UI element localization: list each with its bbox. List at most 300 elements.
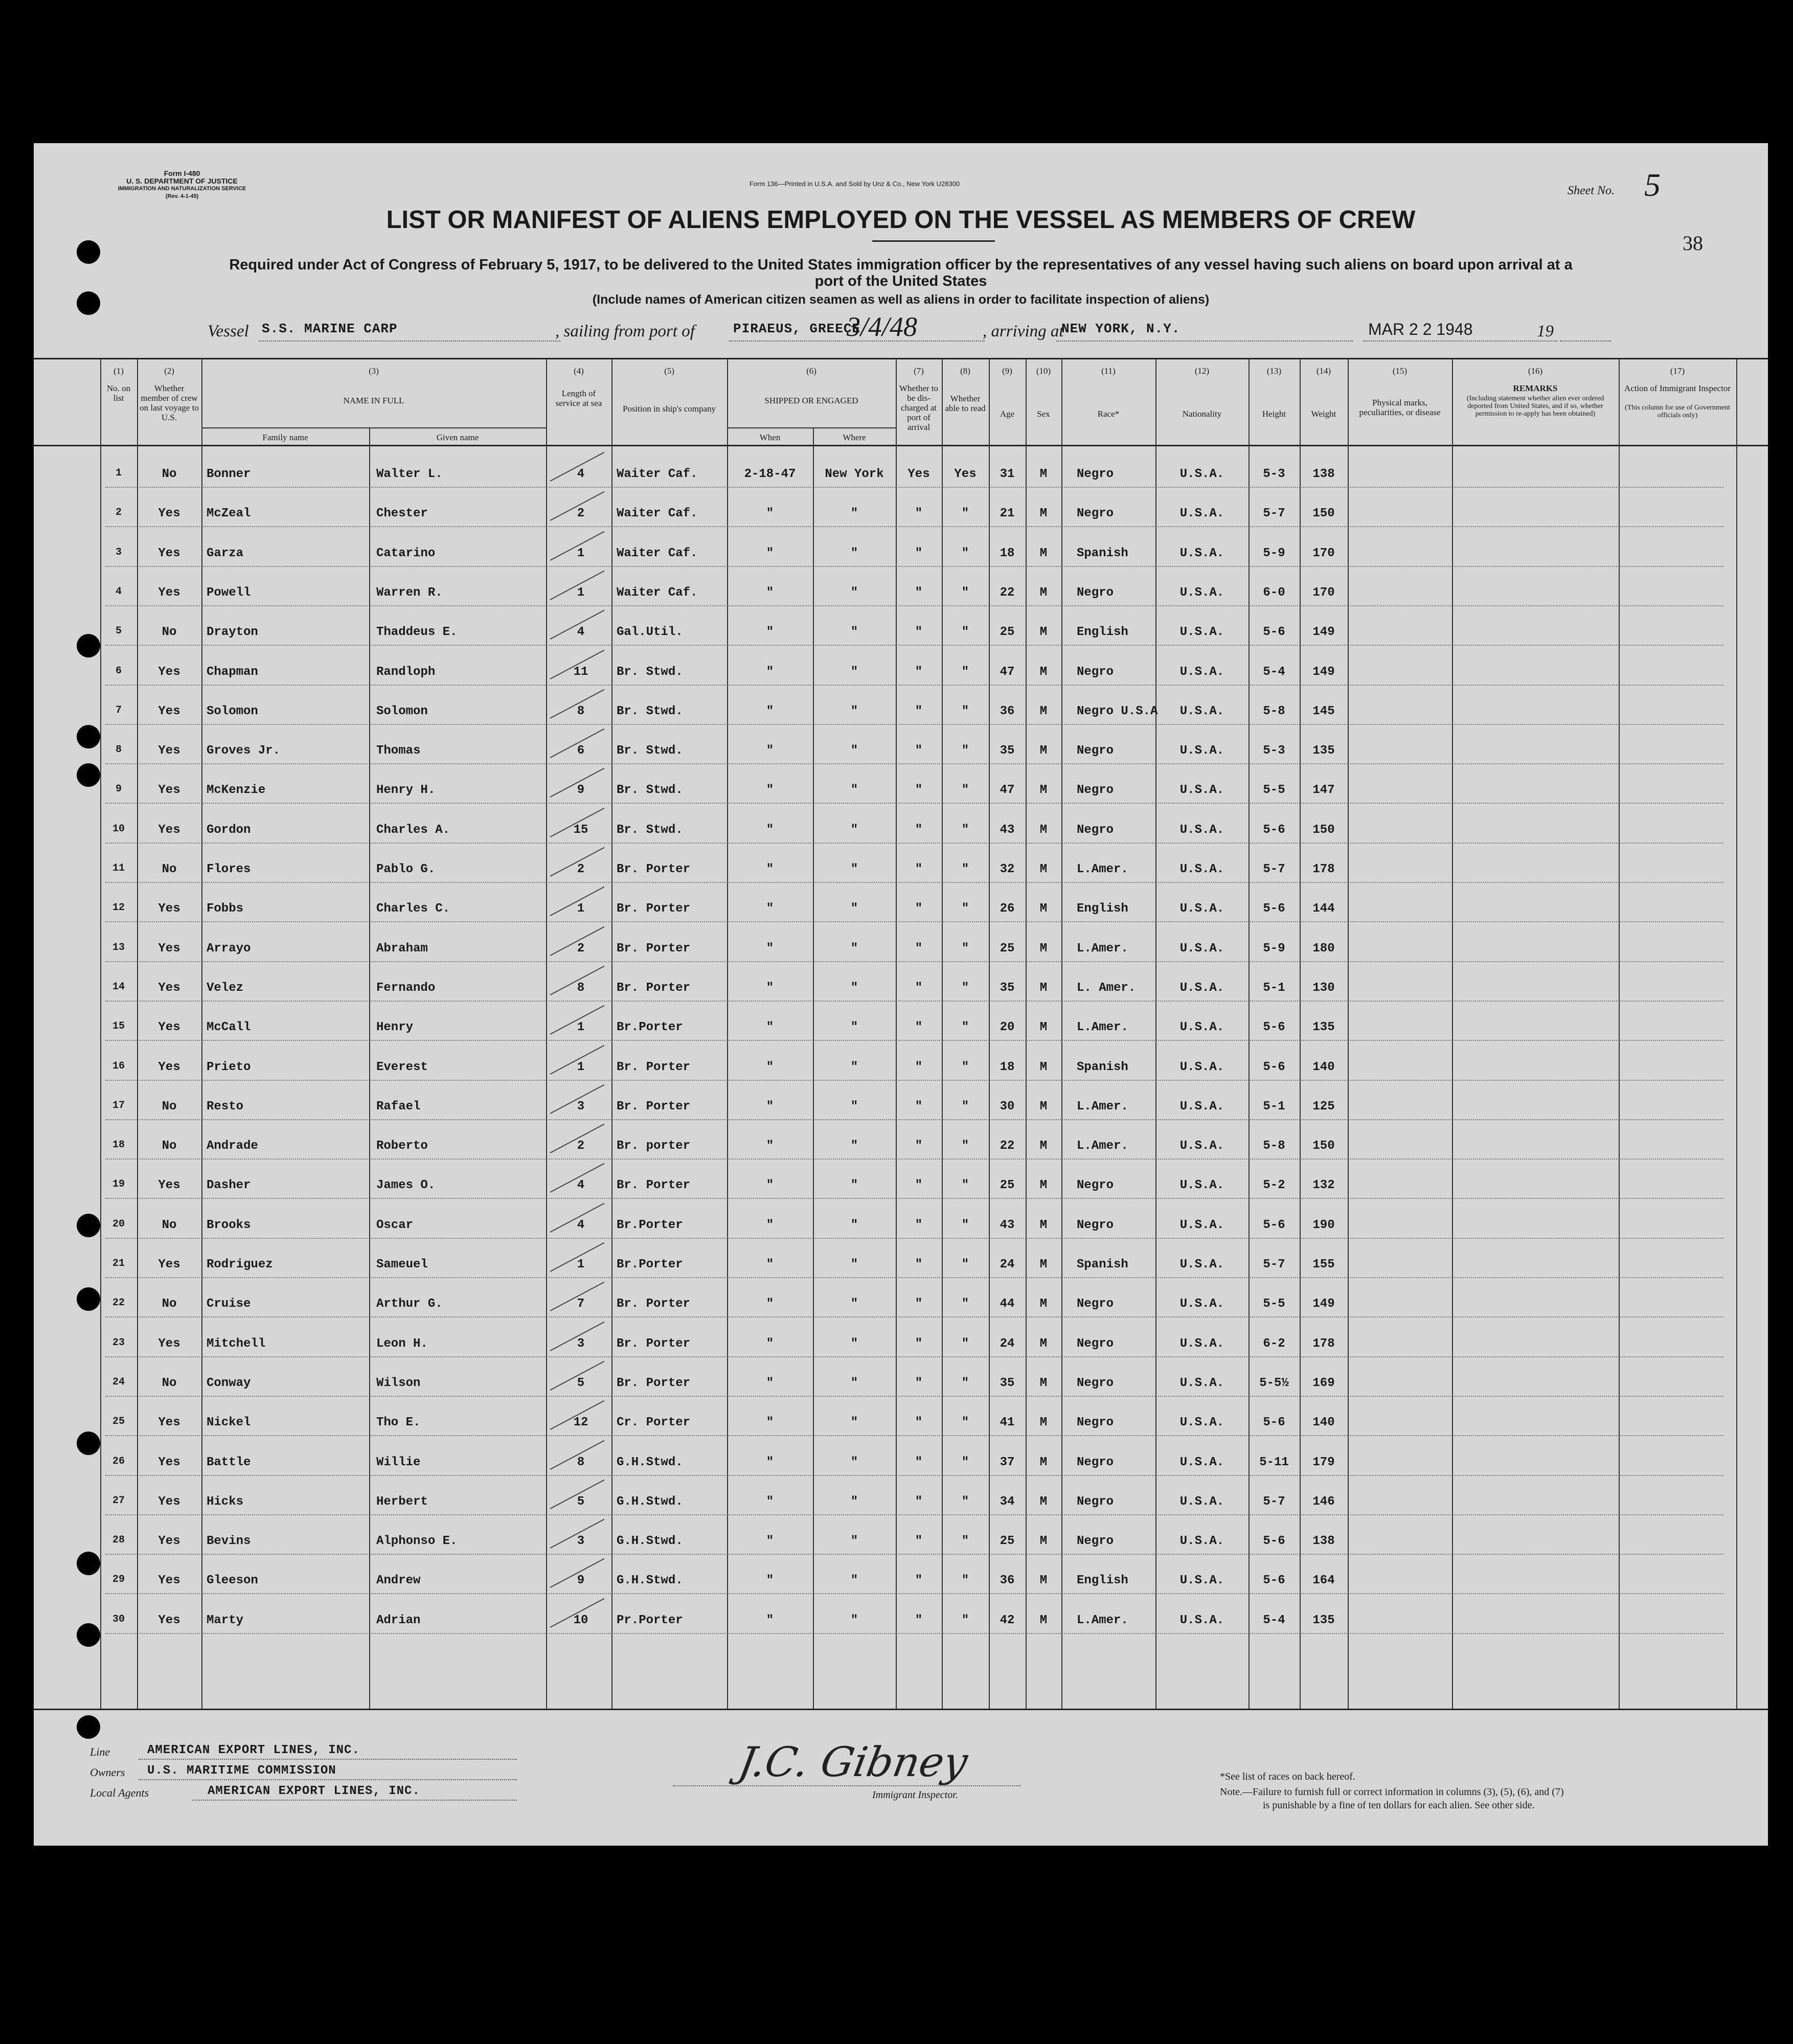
- cell-no: 5: [115, 625, 122, 638]
- cell-height: 5-3: [1263, 467, 1285, 481]
- cell-last: Yes: [158, 507, 180, 521]
- cell-nat: U.S.A.: [1179, 744, 1224, 758]
- port-underline: [729, 340, 985, 342]
- cell-age: 25: [1000, 1178, 1015, 1193]
- cell-read: ": [961, 1574, 969, 1588]
- cell-sex: M: [1039, 902, 1048, 916]
- cell-nat: U.S.A.: [1179, 1376, 1224, 1390]
- cell-where: ": [850, 1297, 858, 1311]
- cell-age: 21: [1000, 507, 1015, 521]
- cell-height: 5-1: [1263, 981, 1285, 995]
- cell-position: Br. Porter: [617, 1060, 691, 1074]
- cell-nat: U.S.A.: [1179, 941, 1224, 956]
- cell-no: 7: [115, 704, 122, 716]
- cell-last: Yes: [158, 665, 180, 679]
- row-rule: [105, 803, 1723, 804]
- cell-given: Walter L.: [376, 467, 443, 481]
- punch-hole: [77, 1214, 100, 1237]
- cell-given: Rafael: [376, 1099, 421, 1114]
- cell-family: Flores: [207, 862, 251, 876]
- cell-last: No: [162, 862, 177, 876]
- cell-sex: M: [1039, 1494, 1048, 1509]
- cell-position: Br. Stwd.: [617, 744, 683, 758]
- cell-race: Negro: [1077, 1178, 1114, 1193]
- cell-where: ": [850, 1376, 858, 1390]
- cell-when: ": [766, 507, 774, 521]
- cell-weight: 147: [1312, 783, 1335, 798]
- cell-given: Willie: [376, 1455, 421, 1469]
- cell-when: ": [766, 1297, 774, 1311]
- cell-position: G.H.Stwd.: [617, 1574, 683, 1588]
- row-rule: [105, 1080, 1723, 1081]
- cell-height: 5-6: [1263, 1020, 1285, 1035]
- subtitle: Required under Act of Congress of February 5, 1917, to be delivered to the United States immigration officer by the representatives of any vessel having such aliens on board upon arrival at a: [229, 257, 1573, 273]
- cell-service: 5: [577, 1494, 585, 1509]
- cell-where: ": [850, 902, 858, 916]
- sailing-label: , sailing from port of: [555, 322, 695, 340]
- cell-last: Yes: [158, 823, 180, 837]
- cell-given: Oscar: [376, 1218, 414, 1232]
- col-rule: [546, 359, 547, 1709]
- cell-service: 12: [573, 1416, 588, 1430]
- cell-read: ": [961, 507, 969, 521]
- cell-family: Solomon: [207, 704, 258, 718]
- cell-sex: M: [1039, 1178, 1048, 1193]
- cell-service: 6: [577, 744, 585, 758]
- cell-service: 8: [577, 1455, 585, 1469]
- col17-num: (17): [1670, 366, 1685, 376]
- cell-given: Wilson: [376, 1376, 421, 1390]
- cell-height: 5-8: [1263, 1139, 1285, 1153]
- col3a-head: Family name: [262, 433, 308, 442]
- cell-age: 36: [1000, 704, 1015, 718]
- cell-no: 11: [112, 862, 125, 874]
- cell-race: Negro: [1077, 783, 1114, 798]
- col-rule: [201, 359, 202, 1709]
- cell-no: 26: [112, 1455, 125, 1467]
- cell-disch: ": [915, 1020, 923, 1035]
- cell-race: L.Amer.: [1077, 941, 1128, 956]
- cell-sex: M: [1039, 625, 1048, 640]
- cell-sex: M: [1039, 585, 1048, 600]
- cell-no: 25: [112, 1416, 125, 1428]
- cell-given: Thaddeus E.: [376, 625, 458, 640]
- cell-sex: M: [1039, 823, 1048, 837]
- cell-age: 24: [1000, 1336, 1015, 1351]
- cell-disch: ": [915, 1218, 923, 1232]
- cell-sex: M: [1039, 862, 1048, 876]
- col14-num: (14): [1316, 366, 1331, 376]
- cell-age: 43: [1000, 1218, 1015, 1232]
- cell-disch: ": [915, 1060, 923, 1074]
- cell-age: 44: [1000, 1297, 1015, 1311]
- cell-family: Gordon: [207, 823, 251, 837]
- cell-last: Yes: [158, 1455, 180, 1469]
- cell-weight: 178: [1312, 862, 1335, 876]
- arrival-date: MAR 2 2 1948: [1368, 320, 1473, 338]
- cell-given: Charles A.: [376, 823, 450, 837]
- line-value: AMERICAN EXPORT LINES, INC.: [147, 1743, 360, 1757]
- cell-height: 6-2: [1263, 1336, 1285, 1351]
- cell-read: ": [961, 862, 969, 876]
- col-rule: [1619, 359, 1620, 1709]
- cell-sex: M: [1039, 546, 1048, 560]
- cell-family: Dasher: [207, 1178, 251, 1193]
- cell-last: Yes: [158, 744, 180, 758]
- cell-service: 4: [577, 1218, 585, 1232]
- cell-where: ": [850, 1534, 858, 1549]
- cell-no: 10: [112, 823, 125, 835]
- cell-when: ": [766, 704, 774, 718]
- cell-service: 15: [573, 823, 588, 837]
- cell-sex: M: [1039, 1218, 1048, 1232]
- races-note: *See list of races on back hereof.: [1220, 1771, 1355, 1782]
- cell-when: 2-18-47: [744, 467, 796, 481]
- cell-where: ": [850, 1336, 858, 1351]
- col-rule: [369, 427, 370, 1709]
- col-rule: [1452, 359, 1453, 1709]
- cell-no: 23: [112, 1336, 125, 1349]
- cell-no: 18: [112, 1139, 125, 1151]
- line-label: Line: [90, 1745, 110, 1758]
- cell-given: James O.: [376, 1178, 436, 1193]
- cell-given: Roberto: [376, 1139, 428, 1153]
- cell-when: ": [766, 1574, 774, 1588]
- cell-no: 3: [115, 546, 122, 558]
- col13-num: (13): [1266, 366, 1282, 376]
- cell-family: Bonner: [207, 467, 251, 481]
- cell-where: ": [850, 1574, 858, 1588]
- cell-sex: M: [1039, 1613, 1048, 1627]
- cell-nat: U.S.A.: [1179, 783, 1224, 798]
- cell-last: No: [162, 1218, 177, 1232]
- year-underline: [1560, 340, 1611, 342]
- cell-nat: U.S.A.: [1179, 625, 1224, 640]
- cell-weight: 150: [1312, 507, 1335, 521]
- cell-position: Br.Porter: [617, 1020, 683, 1035]
- cell-weight: 145: [1312, 704, 1335, 718]
- cell-read: ": [961, 981, 969, 995]
- cell-family: Arrayo: [207, 941, 251, 956]
- cell-read: ": [961, 1376, 969, 1390]
- cell-disch: ": [915, 665, 923, 679]
- cell-weight: 132: [1312, 1178, 1335, 1193]
- cell-race: Negro: [1077, 1297, 1114, 1311]
- cell-given: Fernando: [376, 981, 436, 995]
- cell-age: 34: [1000, 1494, 1015, 1509]
- cell-race: Spanish: [1077, 1060, 1128, 1074]
- col3b-head: Given name: [436, 433, 479, 442]
- cell-no: 13: [112, 941, 125, 953]
- cell-position: Br.Porter: [617, 1258, 683, 1271]
- cell-race: L.Amer.: [1077, 1020, 1128, 1035]
- inspector-label: Immigrant Inspector.: [872, 1789, 958, 1801]
- cell-age: 47: [1000, 783, 1015, 798]
- cell-when: ": [766, 1020, 774, 1035]
- cell-family: Rodriguez: [207, 1258, 273, 1271]
- cell-given: Henry: [376, 1020, 414, 1035]
- cell-given: Andrew: [376, 1574, 421, 1588]
- col9-num: (9): [1002, 366, 1012, 376]
- cell-last: Yes: [158, 783, 180, 798]
- cell-given: Adrian: [376, 1613, 421, 1627]
- cell-when: ": [766, 823, 774, 837]
- cell-race: Negro: [1077, 507, 1114, 521]
- cell-weight: 179: [1312, 1455, 1335, 1469]
- cell-weight: 138: [1312, 1534, 1335, 1549]
- cell-weight: 150: [1312, 1139, 1335, 1153]
- cell-no: 2: [115, 507, 122, 519]
- sheet-label: Sheet No.: [1568, 184, 1615, 197]
- col16-note: (Including statement whether alien ever ordered deported from United States, and if so, whether permission to re-apply has been obtained): [1466, 395, 1604, 418]
- cell-family: Nickel: [207, 1416, 251, 1430]
- cell-nat: U.S.A.: [1179, 1613, 1224, 1627]
- cell-given: Thomas: [376, 744, 421, 758]
- col8-head: Whether able to read: [945, 394, 986, 413]
- cell-family: Bevins: [207, 1534, 251, 1549]
- arrival-underline: [1056, 340, 1353, 342]
- cell-where: ": [850, 507, 858, 521]
- cell-race: L.Amer.: [1077, 1139, 1128, 1153]
- col14-head: Weight: [1311, 409, 1336, 419]
- cell-disch: ": [915, 862, 923, 876]
- row-rule: [105, 1475, 1723, 1476]
- cell-family: Fobbs: [207, 902, 244, 916]
- col7-head: Whether to be dis-charged at port of arrival: [899, 383, 938, 432]
- row-rule: [105, 843, 1723, 844]
- cell-weight: 149: [1312, 1297, 1335, 1311]
- cell-position: Br.Porter: [617, 1218, 683, 1232]
- col6-head: SHIPPED OR ENGAGED: [764, 396, 858, 405]
- cell-height: 5-4: [1263, 1613, 1285, 1627]
- cell-position: Waiter Caf.: [617, 507, 698, 521]
- cell-when: ": [766, 1178, 774, 1193]
- cell-disch: ": [915, 981, 923, 995]
- cell-height: 5-9: [1263, 546, 1285, 560]
- cell-position: Br. Porter: [617, 981, 691, 995]
- cell-when: ": [766, 1534, 774, 1549]
- cell-weight: 140: [1312, 1060, 1335, 1074]
- owners-label: Owners: [90, 1766, 125, 1779]
- cell-no: 9: [115, 783, 122, 796]
- cell-nat: U.S.A.: [1179, 1060, 1224, 1074]
- cell-nat: U.S.A.: [1179, 981, 1224, 995]
- cell-family: Resto: [207, 1099, 244, 1114]
- date-underline: [1363, 340, 1557, 342]
- cell-no: 14: [112, 981, 125, 993]
- cell-service: 1: [577, 585, 585, 600]
- cell-age: 25: [1000, 941, 1015, 956]
- cell-disch: ": [915, 507, 923, 521]
- cell-age: 43: [1000, 823, 1015, 837]
- row-rule: [105, 763, 1723, 764]
- owners-underline: [139, 1779, 517, 1780]
- cell-last: Yes: [158, 1060, 180, 1074]
- cell-service: 9: [577, 1574, 585, 1588]
- cell-no: 27: [112, 1494, 125, 1507]
- cell-last: Yes: [158, 546, 180, 560]
- cell-given: Randloph: [376, 665, 436, 679]
- cell-last: Yes: [158, 1494, 180, 1509]
- cell-nat: U.S.A.: [1179, 665, 1224, 679]
- cell-position: Waiter Caf.: [617, 467, 698, 481]
- arriving-label: , arriving at: [983, 322, 1064, 340]
- cell-service: 2: [577, 1139, 585, 1153]
- year-label: 19: [1537, 322, 1554, 340]
- cell-position: Br. Stwd.: [617, 823, 683, 837]
- col11-num: (11): [1101, 366, 1116, 376]
- col10-head: Sex: [1037, 409, 1050, 419]
- sheet-number: 5: [1644, 167, 1661, 203]
- col3-num: (3): [369, 366, 379, 376]
- cell-race: Negro: [1077, 1534, 1114, 1549]
- cell-nat: U.S.A.: [1179, 546, 1224, 560]
- cell-where: ": [850, 704, 858, 718]
- cell-sex: M: [1039, 744, 1048, 758]
- cell-race: Negro: [1077, 1336, 1114, 1351]
- cell-age: 31: [1000, 467, 1015, 481]
- line-underline: [139, 1759, 517, 1760]
- cell-disch: ": [915, 1455, 923, 1469]
- row-rule: [105, 1119, 1723, 1120]
- cell-height: 5-6: [1263, 1534, 1285, 1549]
- cell-race: Negro: [1077, 467, 1114, 481]
- cell-last: Yes: [158, 1534, 180, 1549]
- cell-given: Arthur G.: [376, 1297, 443, 1311]
- cell-last: Yes: [158, 704, 180, 718]
- cell-position: Br. Porter: [617, 902, 691, 916]
- col5-head: Position in ship's company: [622, 404, 716, 414]
- cell-service: 1: [577, 1060, 585, 1074]
- cell-no: 30: [112, 1613, 125, 1625]
- cell-read: ": [961, 665, 969, 679]
- col2-num: (2): [164, 366, 174, 376]
- col-rule: [1348, 359, 1349, 1709]
- cell-when: ": [766, 941, 774, 956]
- cell-nat: U.S.A.: [1179, 704, 1224, 718]
- cell-no: 8: [115, 744, 122, 756]
- cell-where: ": [850, 585, 858, 600]
- cell-nat: U.S.A.: [1179, 1020, 1224, 1035]
- cell-no: 21: [112, 1258, 125, 1269]
- cell-weight: 135: [1312, 1020, 1335, 1035]
- cell-nat: U.S.A.: [1179, 1218, 1224, 1232]
- punch-hole: [77, 725, 100, 748]
- cell-when: ": [766, 981, 774, 995]
- col12-num: (12): [1194, 366, 1210, 376]
- col4-num: (4): [574, 366, 584, 376]
- cell-weight: 155: [1312, 1258, 1335, 1271]
- cell-nat: U.S.A.: [1179, 1297, 1224, 1311]
- cell-no: 22: [112, 1297, 125, 1309]
- col8-num: (8): [960, 366, 970, 376]
- cell-when: ": [766, 1060, 774, 1074]
- cell-weight: 150: [1312, 823, 1335, 837]
- cell-position: Waiter Caf.: [617, 546, 698, 560]
- punch-hole: [77, 1715, 100, 1739]
- row-rule: [105, 1159, 1723, 1160]
- cell-weight: 140: [1312, 1416, 1335, 1430]
- col6b-head: Where: [843, 433, 866, 442]
- cell-nat: U.S.A.: [1179, 902, 1224, 916]
- cell-disch: ": [915, 941, 923, 956]
- cell-height: 5-6: [1263, 1416, 1285, 1430]
- cell-sex: M: [1039, 1060, 1048, 1074]
- cell-service: 4: [577, 467, 585, 481]
- row-rule: [105, 685, 1723, 686]
- cell-height: 5-6: [1263, 1060, 1285, 1074]
- cell-given: Warren R.: [376, 585, 443, 600]
- cell-position: G.H.Stwd.: [617, 1534, 683, 1549]
- cell-where: ": [850, 1060, 858, 1074]
- cell-race: L.Amer.: [1077, 862, 1128, 876]
- cell-family: Chapman: [207, 665, 258, 679]
- cell-service: 1: [577, 1020, 585, 1035]
- cell-age: 25: [1000, 1534, 1015, 1549]
- col9-head: Age: [1000, 409, 1015, 419]
- cell-position: Waiter Caf.: [617, 585, 698, 600]
- cell-sex: M: [1039, 1376, 1048, 1390]
- cell-given: Solomon: [376, 704, 428, 718]
- cell-where: ": [850, 1416, 858, 1430]
- cell-no: 17: [112, 1099, 125, 1111]
- page-stamp: 38: [1683, 232, 1703, 255]
- title-underline: [872, 240, 995, 242]
- cell-read: Yes: [954, 467, 977, 481]
- agents-underline: [192, 1800, 517, 1801]
- col17-note: (This column for use of Government officials only): [1625, 404, 1730, 419]
- cell-no: 24: [112, 1376, 125, 1388]
- cell-nat: U.S.A.: [1179, 862, 1224, 876]
- cell-no: 15: [112, 1020, 125, 1033]
- col4-head: Length of service at sea: [555, 389, 602, 408]
- row-rule: [105, 1435, 1723, 1436]
- form-ident: Form I-480 U. S. DEPARTMENT OF JUSTICE IMMIGRATION AND NATURALIZATION SERVICE (Rev. 4-1-45): [118, 169, 246, 199]
- punch-hole: [77, 1432, 100, 1455]
- row-rule: [105, 605, 1723, 606]
- cell-disch: ": [915, 704, 923, 718]
- col12-head: Nationality: [1182, 409, 1222, 419]
- cell-last: Yes: [158, 941, 180, 956]
- cell-last: No: [162, 1376, 177, 1390]
- cell-height: 5-6: [1263, 1218, 1285, 1232]
- cell-service: 3: [577, 1336, 585, 1351]
- cell-disch: ": [915, 1336, 923, 1351]
- col6-num: (6): [806, 366, 816, 376]
- cell-weight: 125: [1312, 1099, 1335, 1114]
- cell-family: Prieto: [207, 1060, 251, 1074]
- cell-last: Yes: [158, 1020, 180, 1035]
- cell-weight: 164: [1312, 1574, 1335, 1588]
- cell-read: ": [961, 941, 969, 956]
- cell-when: ": [766, 1376, 774, 1390]
- cell-position: Br. Stwd.: [617, 704, 683, 718]
- cell-race: L.Amer.: [1077, 1613, 1128, 1627]
- cell-read: ": [961, 1099, 969, 1114]
- row-rule: [105, 1316, 1723, 1318]
- cell-disch: ": [915, 585, 923, 600]
- cell-where: ": [850, 823, 858, 837]
- cell-where: ": [850, 1020, 858, 1035]
- cell-age: 47: [1000, 665, 1015, 679]
- cell-last: No: [162, 1297, 177, 1311]
- cell-age: 41: [1000, 1416, 1015, 1430]
- col-rule: [1736, 359, 1737, 1709]
- cell-given: Tho E.: [376, 1416, 421, 1430]
- cell-read: ": [961, 1613, 969, 1627]
- cell-read: ": [961, 1258, 969, 1271]
- cell-position: Br. Porter: [617, 1336, 691, 1351]
